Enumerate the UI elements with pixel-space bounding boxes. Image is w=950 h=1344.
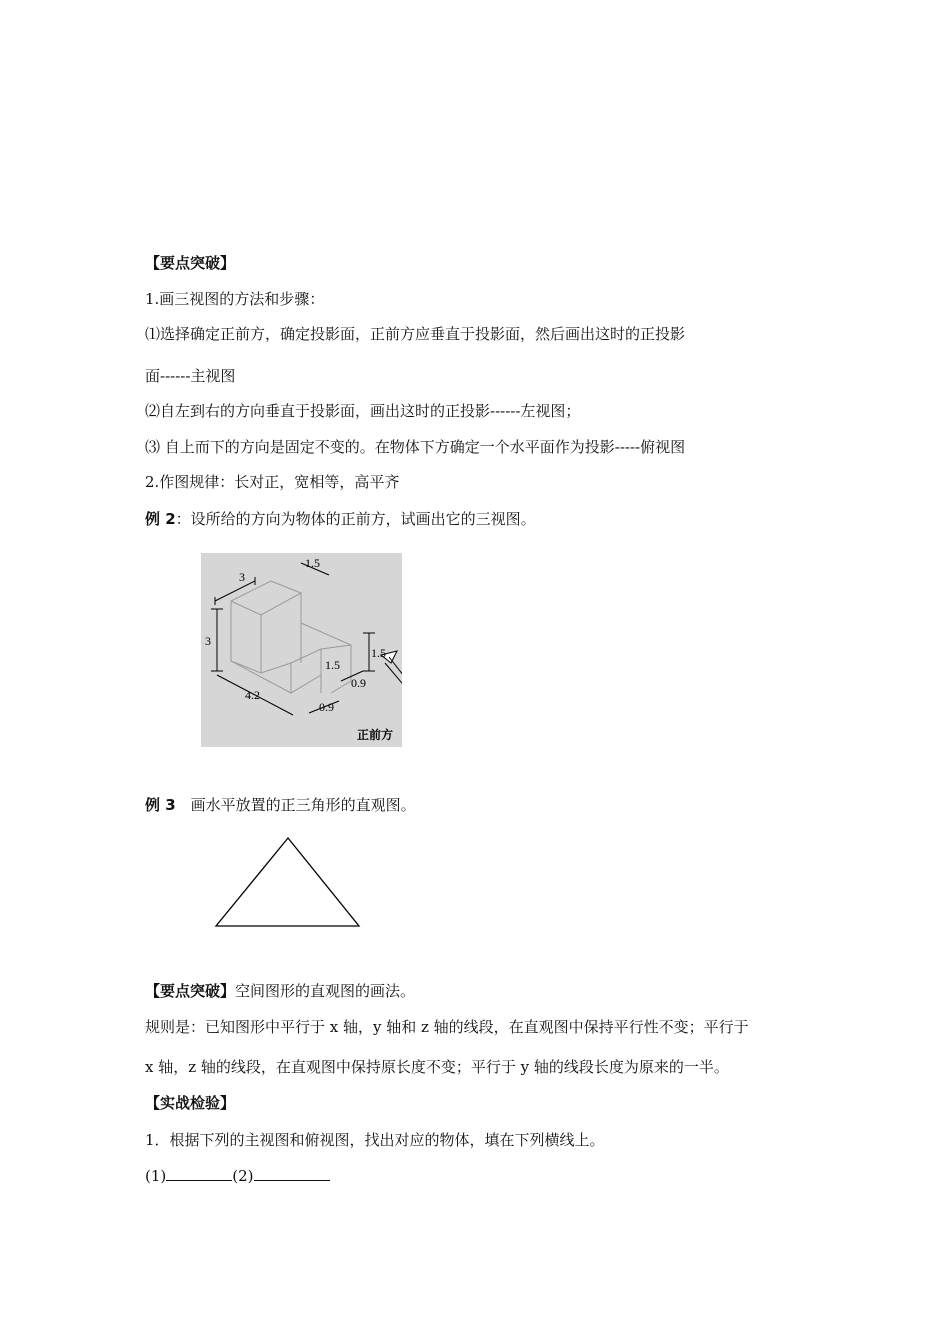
- triangle-shape: [216, 838, 359, 926]
- item-1-title: 1.画三视图的方法和步骤：: [145, 290, 325, 308]
- answer-blank-2[interactable]: [254, 1166, 330, 1181]
- question-1: 1．根据下列的主视图和俯视图，找出对应的物体，填在下列横线上。: [145, 1131, 605, 1149]
- blank-1-label: (1): [145, 1167, 167, 1185]
- step-2: ⑵自左到右的方向垂直于投影面，画出这时的正投影------左视图；: [145, 402, 581, 420]
- rule-line-2: x 轴，z 轴的线段，在直观图中保持原长度不变；平行于 y 轴的线段长度为原来的一半。: [145, 1058, 729, 1076]
- section-heading-key-points: 【要点突破】: [145, 254, 236, 272]
- dim-label-bottom-depth: 0.9: [319, 700, 334, 714]
- section-heading-key-points-2: 【要点突破】: [145, 982, 236, 1000]
- answer-blank-1[interactable]: [166, 1166, 232, 1181]
- section-heading-practice: 【实战检验】: [145, 1094, 236, 1112]
- blank-2-label: (2): [232, 1167, 254, 1185]
- dim-label-bottom-length: 4.2: [245, 688, 260, 702]
- step-1-line-1: ⑴选择确定正前方，确定投影面，正前方应垂直于投影面，然后画出这时的正投影: [145, 325, 686, 343]
- figure-caption-front: 正前方: [357, 728, 394, 742]
- section-2-heading-line: [145, 981, 415, 1001]
- example-3-text: 画水平放置的正三角形的直观图。: [175, 796, 416, 814]
- step-1-line-2: 面------主视图: [145, 367, 236, 385]
- example-3-label: 例 3: [145, 796, 176, 814]
- dim-label-top-width: 1.5: [305, 556, 320, 570]
- dim-label-left-height: 3: [205, 634, 211, 648]
- isometric-solid-figure: [201, 553, 402, 747]
- dim-label-step-height: 1.5: [325, 658, 340, 672]
- rule-line-1: 规则是：已知图形中平行于 x 轴，y 轴和 z 轴的线段，在直观图中保持平行性不变；平行于: [145, 1018, 749, 1036]
- item-2-rule: 2.作图规律：长对正，宽相等，高平齐: [145, 473, 400, 491]
- example-3: [145, 795, 416, 815]
- step-3: ⑶ 自上而下的方向是固定不变的。在物体下方确定一个水平面作为投影-----俯视图: [145, 438, 686, 456]
- dim-label-right-height: 1.5: [371, 646, 386, 660]
- dim-label-top-length: 3: [239, 570, 245, 584]
- section-2-heading-text: 空间图形的直观图的画法。: [235, 982, 416, 1000]
- equilateral-triangle-figure: [210, 835, 365, 930]
- example-2-label: 例 2: [145, 510, 176, 528]
- example-2-text: ：设所给的方向为物体的正前方，试画出它的三视图。: [175, 510, 536, 528]
- answer-blanks: [145, 1166, 330, 1186]
- example-2: [145, 509, 536, 529]
- dim-label-right-depth: 0.9: [351, 676, 366, 690]
